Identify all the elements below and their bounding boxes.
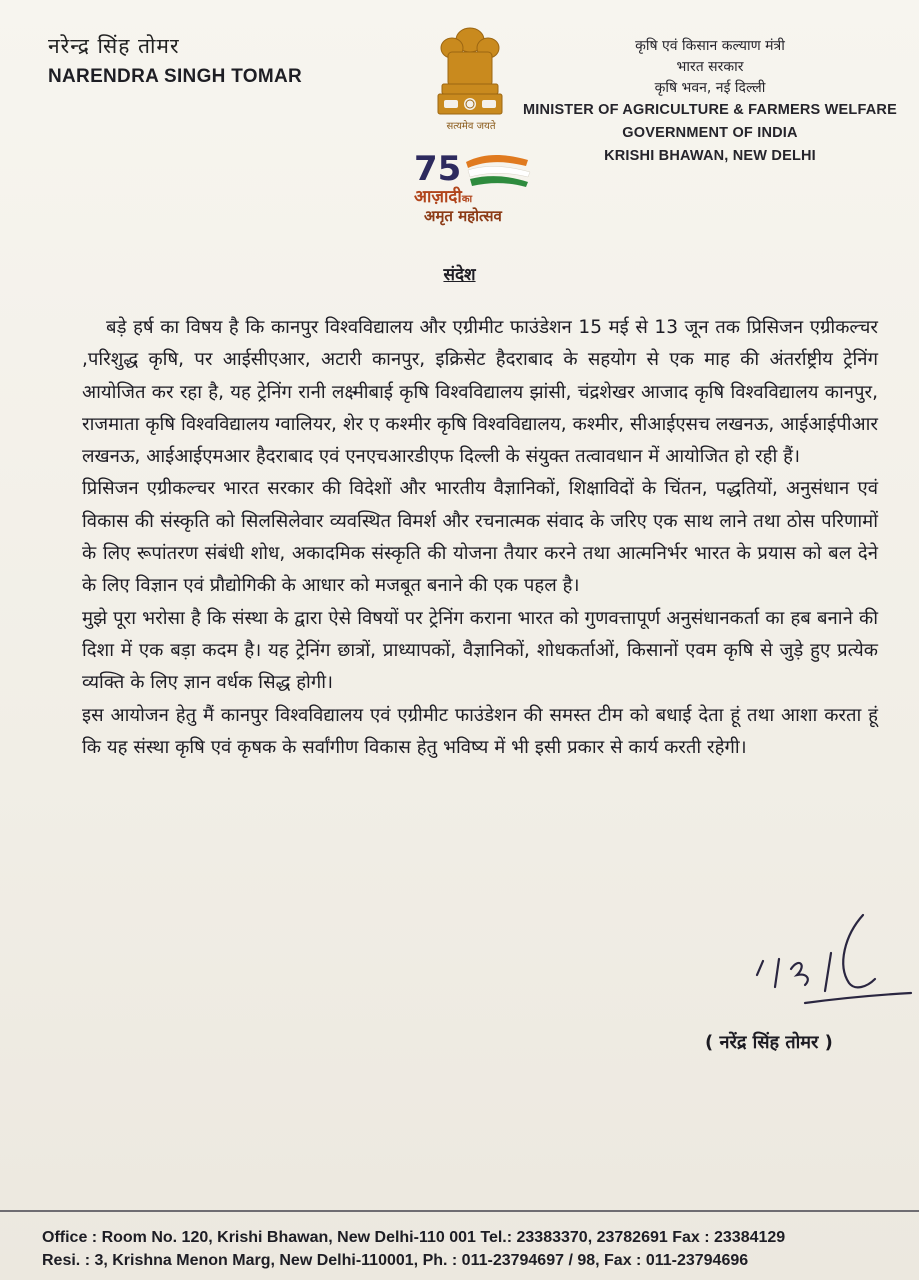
sender-name-hindi: नरेन्द्र सिंह तोमर xyxy=(48,34,180,58)
signatory-name: ( नरेंद्र सिंह तोमर ) xyxy=(705,1032,833,1053)
handwritten-signature xyxy=(745,895,915,1015)
designation-english-line: MINISTER OF AGRICULTURE & FARMERS WELFARE xyxy=(523,102,897,118)
azadi-line2: अमृत महोत्सव xyxy=(424,207,502,225)
sender-name-block xyxy=(48,32,302,88)
body-paragraph: बड़े हर्ष का विषय है कि कानपुर विश्वविद्यालय और एग्रीमीट फाउंडेशन 15 मई से 13 जून तक प्रिसिजन एग्रीकल्चर ,परिशुद्ध कृषि, पर आईसीएआर, अटारी कानपुर, इक्रिसेट हैदराबाद के सहयोग से एक माह की अंतर्राष्ट्रीय ट्रेनिंग आयोजित कर रहा है, यह ट्रेनिंग रानी लक्ष्मीबाई कृषि विश्वविद्यालय झांसी, चंद्रशेखर आजाद कृषि विश्वविद्यालय कानपुर, राजमाता कृषि विश्वविद्यालय ग्वालियर, शेर ए कश्मीर कृषि विश्वविद्यालय, कश्मीर, सीआईएसच लखनऊ, आईआईपीआर लखनऊ, आईआईएमआर हैदराबाद एवं एनएचआरडीएफ दिल्ली के संयुक्त तत्वावधान में आयोजित हो रही हैं। xyxy=(82,317,878,468)
body-paragraph: इस आयोजन हेतु मैं कानपुर विश्वविद्यालय एवं एग्रीमीट फाउंडेशन की समस्त टीम को बधाई देता हूं तथा आशा करता हूं कि यह संस्था कृषि एवं कृषक के सर्वांगीण विकास हेतु भविष्य में भी इसी प्रकार से कार्य करती रहेगी। xyxy=(82,704,878,758)
residence-address: Resi. : 3, Krishna Menon Marg, New Delhi-110001, Ph. : 011-23794697 / 98, Fax : 011-23794696 xyxy=(42,1252,749,1269)
sender-name-english: NARENDRA SINGH TOMAR xyxy=(48,66,303,87)
designation-hindi-line: भारत सरकार xyxy=(676,59,744,75)
azadi-number: 75 xyxy=(414,149,462,188)
body-paragraph: प्रिसिजन एग्रीकल्चर भारत सरकार की विदेशों और भारतीय वैज्ञानिकों, शिक्षाविदों के चिंतन, पद्धतियों, अनुसंधान एवं विकास की संस्कृति को सिलसिलेवार व्यवस्थित विमर्श और रचनात्मक संवाद के जरिए एक साथ लाने तथा ठोस परिणामों के लिए रूपांतरण संबंधी शोध, अकादमिक संस्कृति की योजना तैयार करने तथा आत्मनिर्भर भारत के प्रयास को बल देने के लिए विज्ञान एवं प्रौद्योगिकी के आधार को मजबूत बनाने की एक पहल है। xyxy=(82,478,878,597)
body-paragraph: मुझे पूरा भरोसा है कि संस्था के द्वारा ऐसे विषयों पर ट्रेनिंग कराना भारत को गुणवत्तापूर्ण अनुसंधानकर्ता का हब बनाने की दिशा में एक बड़ा कदम है। यह ट्रेनिंग छात्रों, प्राध्यापकों, वैज्ञानिकों, शोधकर्ताओं, किसानों एवम कृषि से जुड़े हुए प्रत्येक व्यक्ति के लिए ज्ञान वर्धक सिद्ध होगी। xyxy=(82,607,878,694)
designation-hindi-line: कृषि भवन, नई दिल्ली xyxy=(654,80,766,96)
footer-contact xyxy=(42,1226,902,1272)
designation-english-line: KRISHI BHAWAN, NEW DELHI xyxy=(604,148,816,164)
footer-divider xyxy=(0,1210,919,1212)
letter-subject: संदेश xyxy=(443,265,476,285)
office-address: Office : Room No. 120, Krishi Bhawan, New Delhi-110 001 Tel.: 23383370, 23782691 Fax : 23384129 xyxy=(42,1229,786,1246)
azadi-line1: आज़ादीका xyxy=(414,187,473,207)
designation-english-line: GOVERNMENT OF INDIA xyxy=(622,125,798,141)
letter-body xyxy=(82,312,878,764)
designation-block xyxy=(520,36,900,168)
emblem-motto: सत्यमेव जयते xyxy=(446,121,496,132)
designation-hindi-line: कृषि एवं किसान कल्याण मंत्री xyxy=(635,38,785,54)
